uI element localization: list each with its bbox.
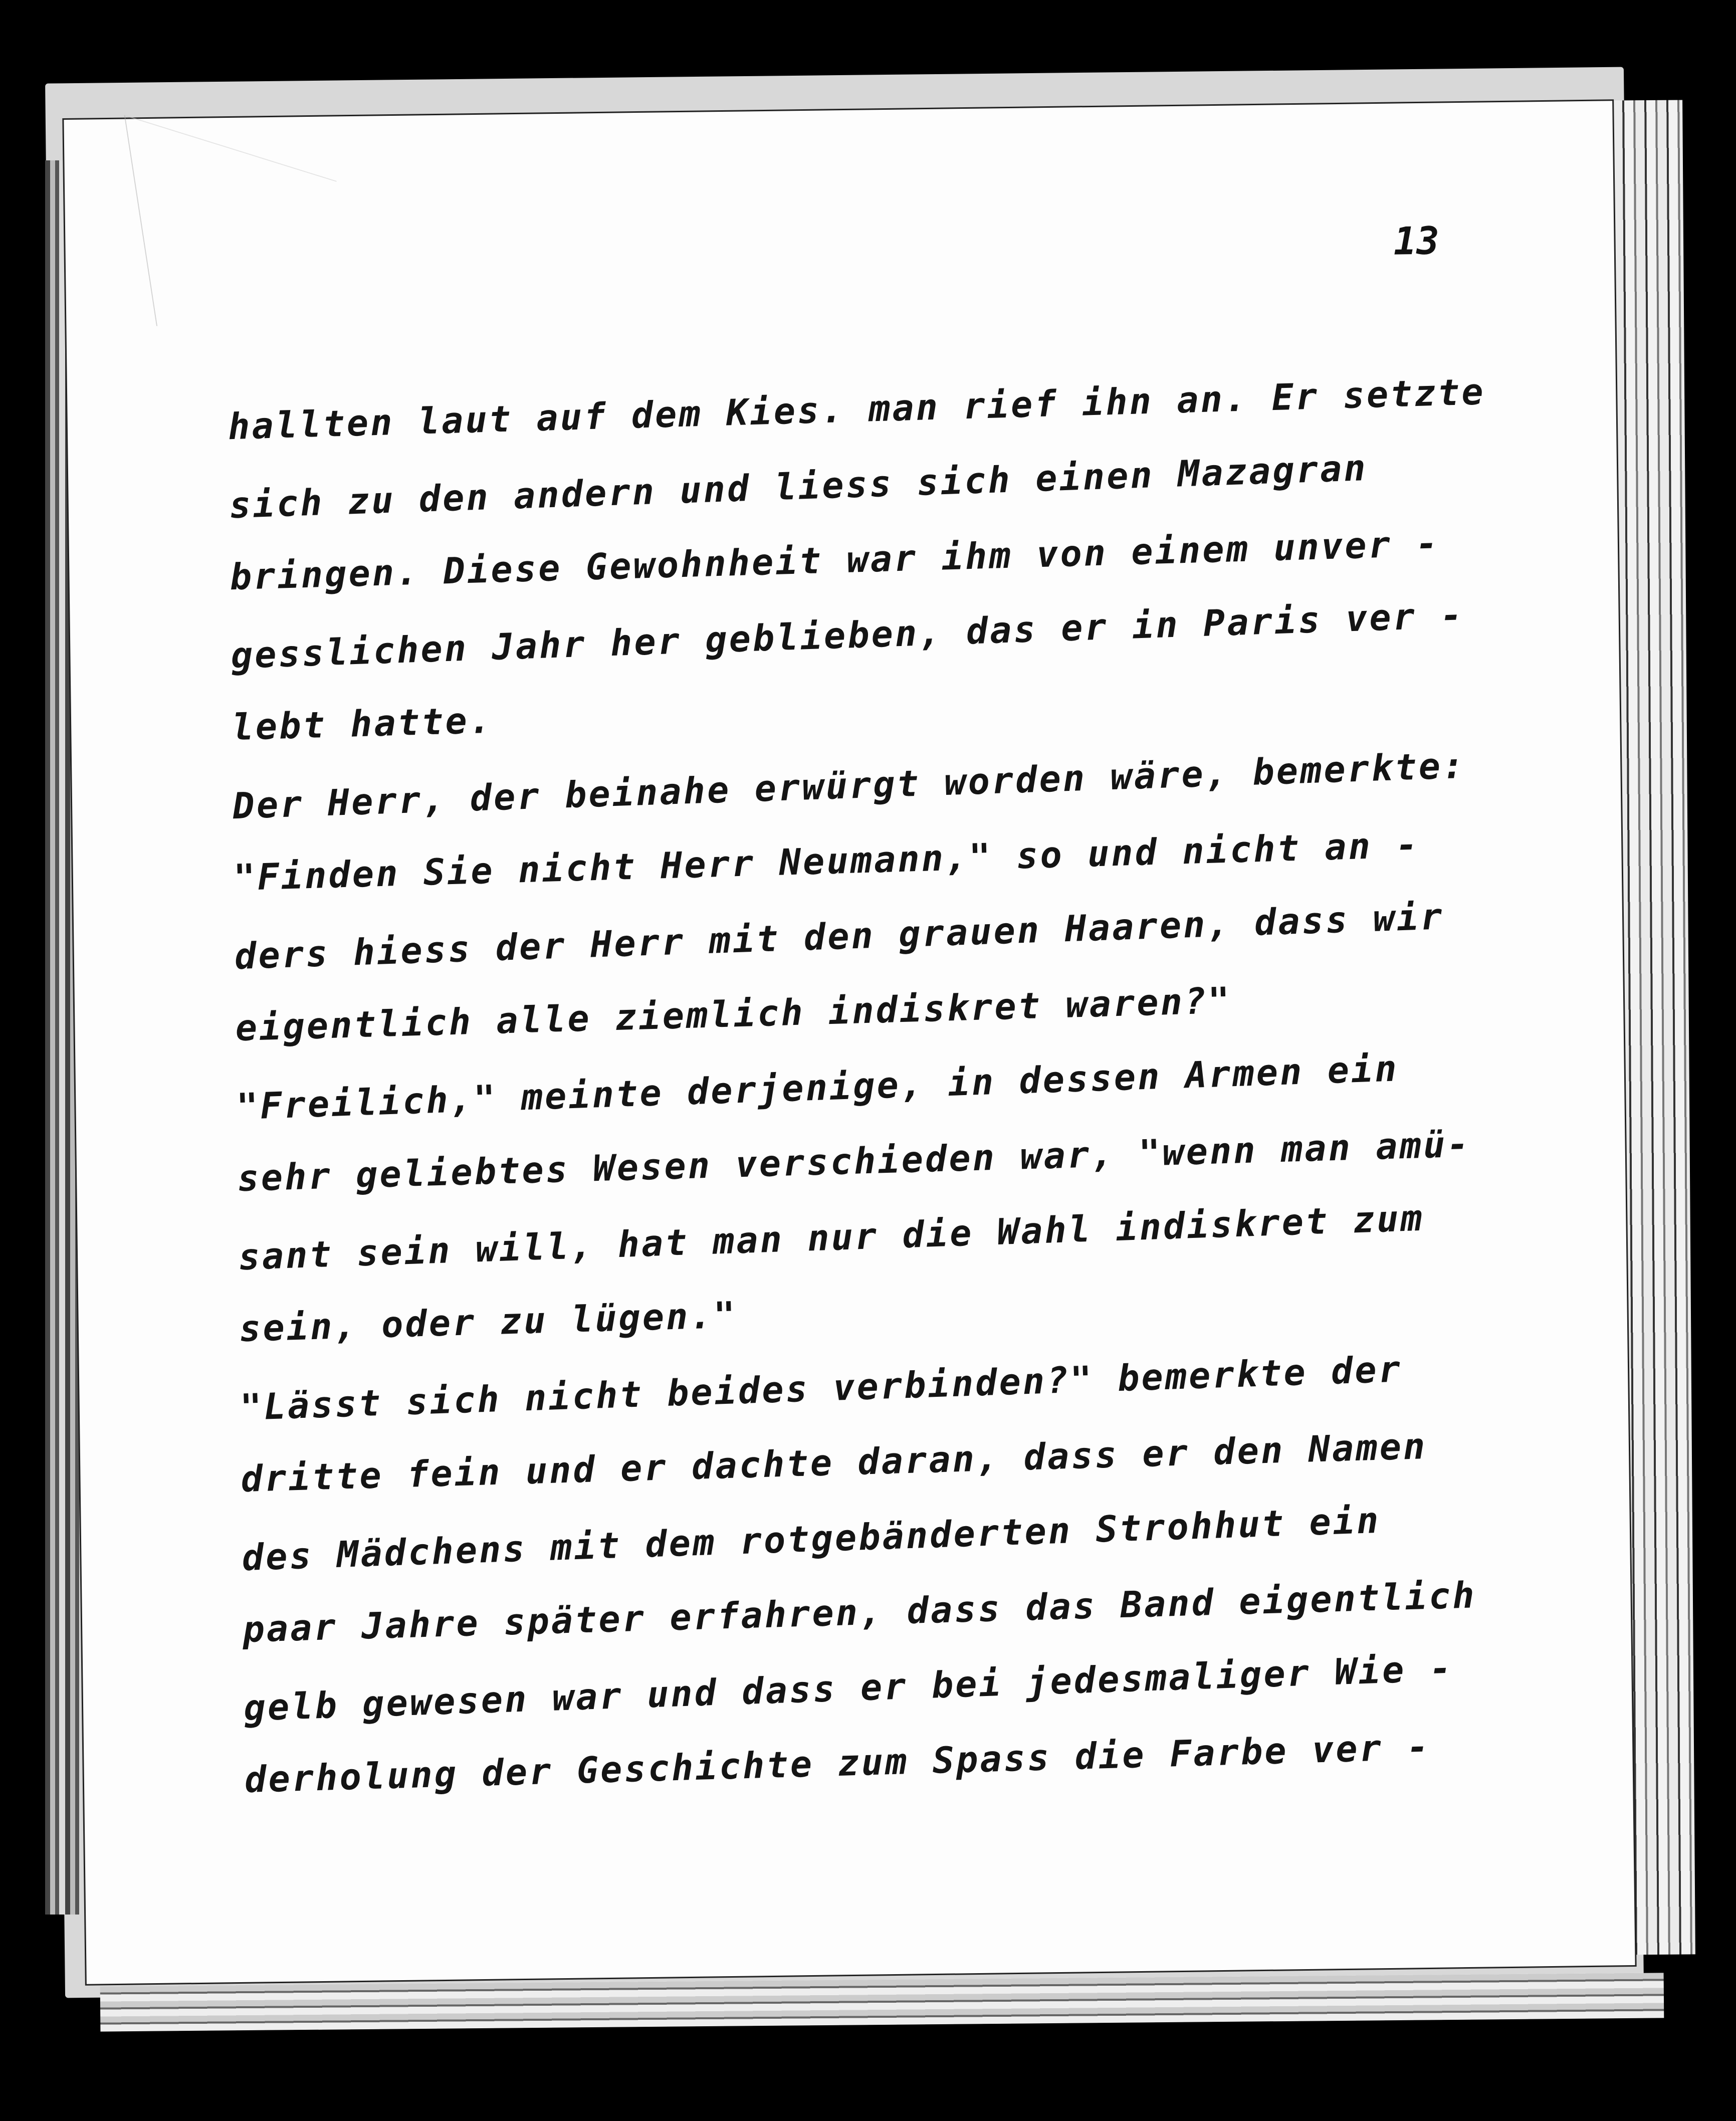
text-line: dritte fein und er dachte daran, dass er den Namen xyxy=(240,1425,1428,1501)
text-line: "Finden Sie nicht Herr Neumann," so und nicht an - xyxy=(233,823,1420,899)
text-line: Der Herr, der beinahe erwürgt worden wäre, bemerkte: xyxy=(232,744,1467,827)
text-line: des Mädchens mit dem rotgebänderten Strohhut ein xyxy=(241,1499,1381,1579)
page-corner-fold xyxy=(124,115,369,392)
text-line: "Freilich," meinte derjenige, in dessen Armen ein xyxy=(236,1047,1399,1128)
text-line: eigentlich alle ziemlich indiskret waren?" xyxy=(235,979,1232,1049)
text-line: gesslichen Jahr her geblieben, das er in Paris ver - xyxy=(230,593,1465,677)
text-line: paar Jahre später erfahren, dass das Band eigentlich xyxy=(242,1574,1477,1651)
typewritten-page xyxy=(64,101,1635,1984)
text-line: derholung der Geschichte zum Spass die Farbe ver - xyxy=(244,1725,1431,1801)
text-line: lebt hatte. xyxy=(231,699,494,749)
text-line: gelb gewesen war und dass er bei jedesmaliger Wie - xyxy=(243,1647,1454,1730)
text-line: sein, oder zu lügen." xyxy=(238,1294,738,1350)
text-line: "Lässt sich nicht beides verbinden?" bemerkte der xyxy=(239,1348,1403,1429)
text-line: ders hiess der Herr mit den grauen Haaren, dass wir xyxy=(234,895,1445,978)
body-text xyxy=(228,362,1598,1807)
text-line: sehr geliebtes Wesen verschieden war, "wenn man amü- xyxy=(237,1123,1471,1200)
page-number: 13 xyxy=(1393,218,1440,264)
text-line: sich zu den andern und liess sich einen Mazagran xyxy=(228,446,1368,527)
text-line: bringen. Diese Gewohnheit war ihm von einem unver - xyxy=(229,522,1440,598)
text-line: sant sein will, hat man nur die Wahl indiskret zum xyxy=(238,1196,1425,1279)
text-line: hallten laut auf dem Kies. man rief ihn an. Er setzte xyxy=(227,370,1486,448)
